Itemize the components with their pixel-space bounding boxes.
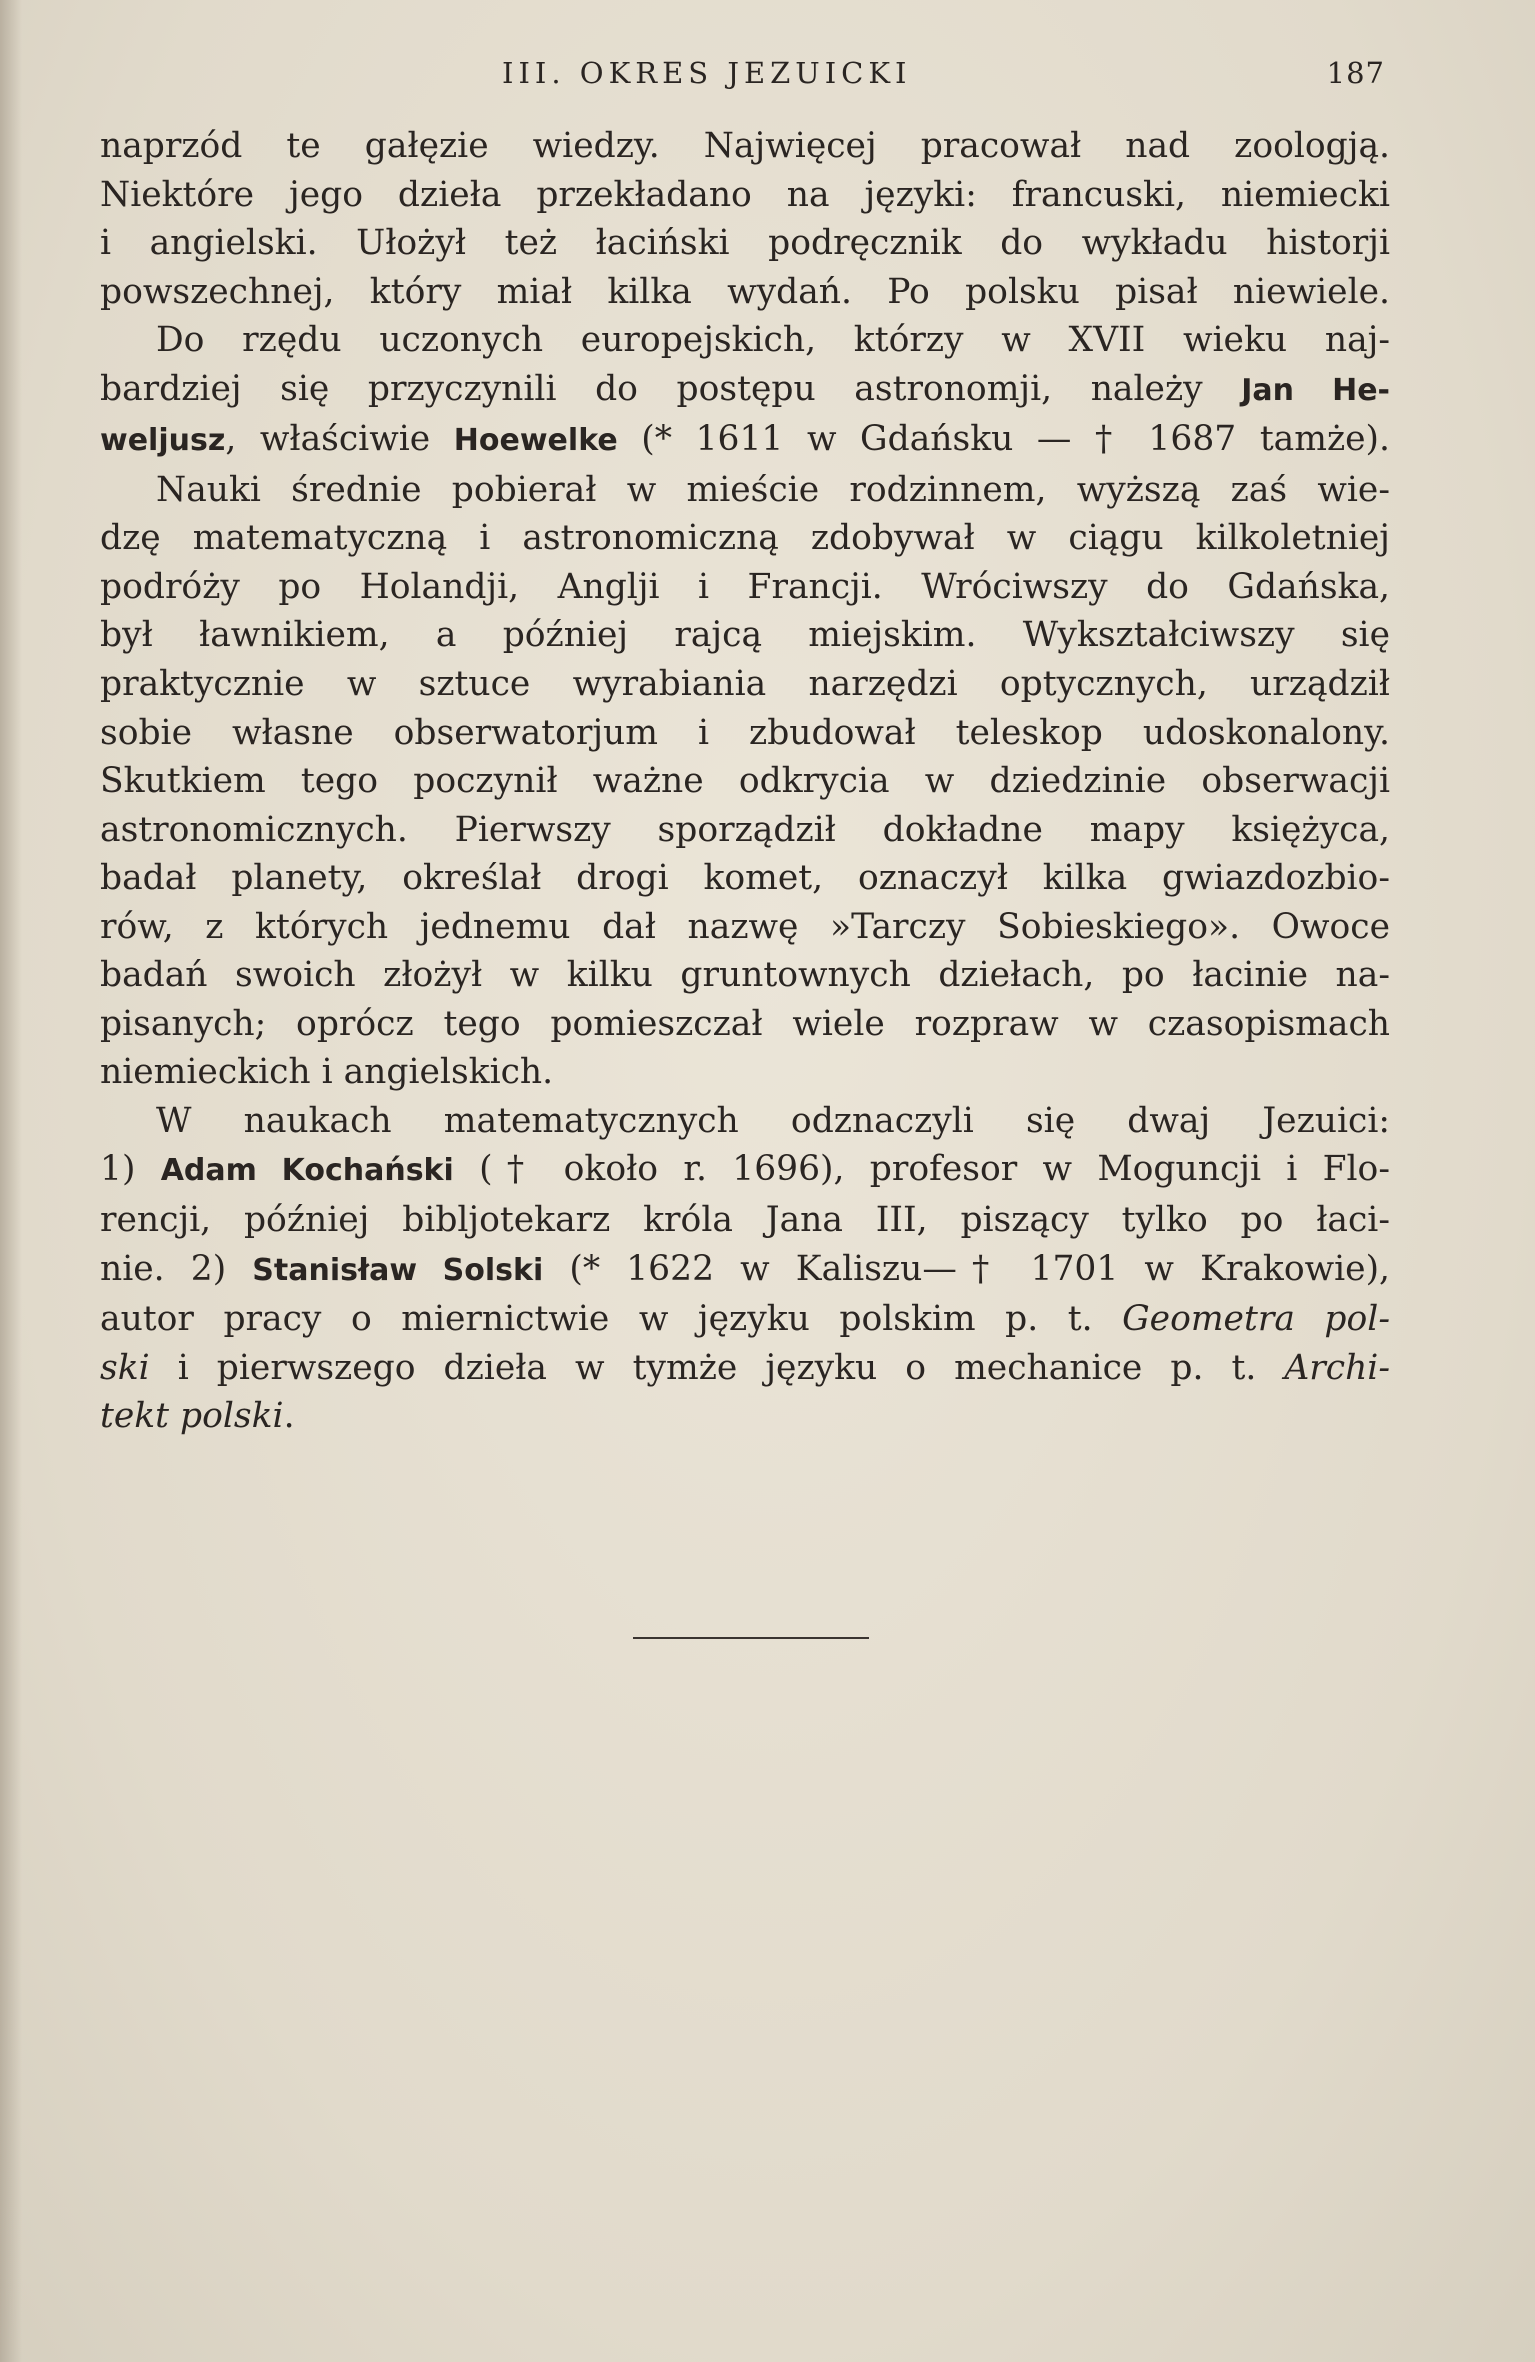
text-line: praktycznie w sztuce wyrabiania narzędzi optycznych, urządził xyxy=(100,664,1390,705)
person-name: weljusz xyxy=(100,423,226,459)
text-line: rów, z których jednemu dał nazwę »Tarczy Sobieskiego». Owoce xyxy=(100,906,1390,947)
text-line: Skutkiem tego poczynił ważne odkrycia w dziedzinie obserwacji xyxy=(100,761,1390,802)
text-line: badał planety, określał drogi komet, oznaczył kilka gwiazdozbio- xyxy=(100,858,1390,899)
body-text xyxy=(100,122,1390,1441)
person-name: Hoewelke xyxy=(453,423,618,459)
page-header xyxy=(100,56,1385,100)
text-line: podróży po Holandji, Anglji i Francji. Wróciwszy do Gdańska, xyxy=(100,566,1390,607)
text-line: Nauki średnie pobierał w mieście rodzinnem, wyższą zaś wie- xyxy=(156,469,1390,510)
text-line: Niektóre jego dzieła przekładano na języki: francuski, niemiecki xyxy=(100,174,1390,215)
text-line: sobie własne obserwatorjum i zbudował teleskop udoskonalony. xyxy=(100,712,1390,753)
text-line: W naukach matematycznych odznaczyli się dwaj Jezuici: xyxy=(156,1100,1390,1141)
text-line: badań swoich złożył w kilku gruntownych dziełach, po łacinie na- xyxy=(100,955,1390,996)
text-line: niemieckich i angielskich. xyxy=(100,1052,554,1093)
person-name: Jan He- xyxy=(1241,372,1390,408)
book-title: Geometra pol- xyxy=(1122,1299,1390,1340)
text-line: weljusz, właściwie Hoewelke (* 1611 w Gdańsku — † 1687 tamże). xyxy=(100,419,1390,460)
person-name: Stanisław Solski xyxy=(252,1252,544,1288)
text-line: Do rzędu uczonych europejskich, którzy w XVII wieku naj- xyxy=(156,320,1390,361)
text-line: rencji, później bibljotekarz króla Jana III, piszący tylko po łaci- xyxy=(100,1200,1390,1241)
page-number: 187 xyxy=(1326,56,1385,90)
person-name: Adam Kochański xyxy=(160,1153,454,1189)
book-title: ski xyxy=(100,1347,150,1388)
page-spine-shadow xyxy=(0,0,22,2362)
text-line: ski i pierwszego dzieła w tymże języku o mechanice p. t. Archi- xyxy=(100,1347,1390,1388)
book-title: tekt polski xyxy=(100,1396,284,1437)
text-line: tekt polski. xyxy=(100,1396,295,1437)
text-line: bardziej się przyczynili do postępu astronomji, należy Jan He- xyxy=(100,368,1390,409)
text-line: dzę matematyczną i astronomiczną zdobywał w ciągu kilkoletniej xyxy=(100,518,1390,559)
running-title: III. OKRES JEZUICKI xyxy=(502,56,912,90)
text-line: i angielski. Ułożył też łaciński podręcznik do wykładu historji xyxy=(100,223,1390,264)
text-line: naprzód te gałęzie wiedzy. Najwięcej pracował nad zoologją. xyxy=(100,126,1390,166)
text-line: astronomicznych. Pierwszy sporządził dokładne mapy księżyca, xyxy=(100,809,1390,850)
text-line: 1) Adam Kochański († około r. 1696), profesor w Moguncji i Flo- xyxy=(100,1149,1390,1190)
text-line: autor pracy o miernictwie w języku polskim p. t. Geometra pol- xyxy=(100,1299,1390,1340)
book-title: Archi- xyxy=(1284,1347,1390,1388)
section-end-rule xyxy=(633,1637,869,1639)
text-line: był ławnikiem, a później rajcą miejskim. Wykształciwszy się xyxy=(100,615,1390,656)
text-line: pisanych; oprócz tego pomieszczał wiele rozpraw w czasopismach xyxy=(100,1003,1390,1044)
text-line: nie. 2) Stanisław Solski (* 1622 w Kaliszu—† 1701 w Krakowie), xyxy=(100,1248,1390,1289)
text-line: powszechnej, który miał kilka wydań. Po polsku pisał niewiele. xyxy=(100,271,1390,312)
